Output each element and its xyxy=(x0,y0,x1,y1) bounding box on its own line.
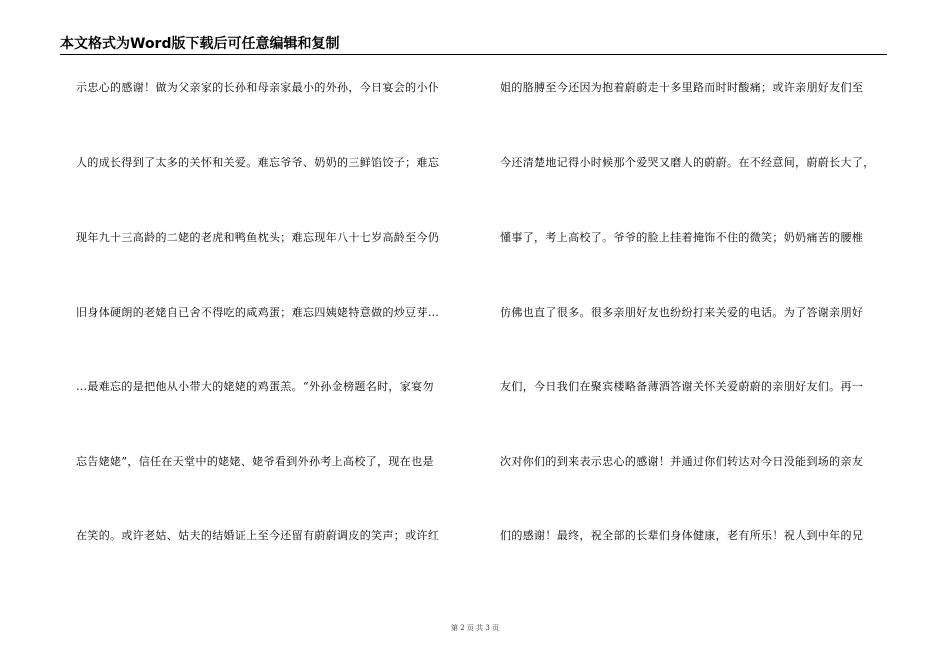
text-line: 次对你们的到来表示忠心的感谢！并通过你们转达对今日没能到场的亲友 xyxy=(500,455,864,468)
text-line: 今还清楚地记得小时候那个爱哭又磨人的蔚蔚。在不经意间，蔚蔚长大了， xyxy=(500,156,875,169)
text-line: 忘告姥姥”，信任在天堂中的姥姥、姥爷看到外孙考上高校了，现在也是 xyxy=(76,455,434,468)
text-line: 友们，今日我们在聚宾楼略备薄酒答谢关怀关爱蔚蔚的亲朋好友们。再一 xyxy=(500,380,864,393)
header-title: 本文格式为Word版下载后可任意编辑和复制 xyxy=(60,36,340,52)
text-line: 人的成长得到了太多的关怀和关爱。难忘爷爷、奶奶的三鲜馅饺子；难忘 xyxy=(76,156,440,169)
text-line: 懂事了，考上高校了。爷爷的脸上挂着掩饰不住的微笑；奶奶痛苦的腰椎 xyxy=(500,231,864,244)
page-number: 第 2 页 共 3 页 xyxy=(450,624,500,632)
text-line: 示忠心的感谢！做为父亲家的长孙和母亲家最小的外孙，今日宴会的小仆 xyxy=(76,81,440,94)
page-header xyxy=(60,30,887,55)
text-line: 旧身体硬朗的老姥自已舍不得吃的咸鸡蛋；难忘四姨姥特意做的炒豆芽… xyxy=(76,306,440,319)
text-line: 现年九十三高龄的二姥的老虎和鸭鱼枕头；难忘现年八十七岁高龄至今仍 xyxy=(76,231,440,244)
text-line: 姐的胳膊至今还因为抱着蔚蔚走十多里路而时时酸痛；或许亲朋好友们至 xyxy=(500,81,864,94)
text-line: 们的感谢！最终，祝全部的长辈们身体健康，老有所乐！祝人到中年的兄 xyxy=(500,529,864,542)
text-line: …最难忘的是把他从小带大的姥姥的鸡蛋羔。“外孙金榜题名时，家宴勿 xyxy=(76,380,434,393)
text-line: 在笑的。或许老姑、姑夫的结婚证上至今还留有蔚蔚调皮的笑声；或许红 xyxy=(76,529,440,542)
text-line: 仿佛也直了很多。很多亲朋好友也纷纷打来关爱的电话。为了答谢亲朋好 xyxy=(500,306,864,319)
